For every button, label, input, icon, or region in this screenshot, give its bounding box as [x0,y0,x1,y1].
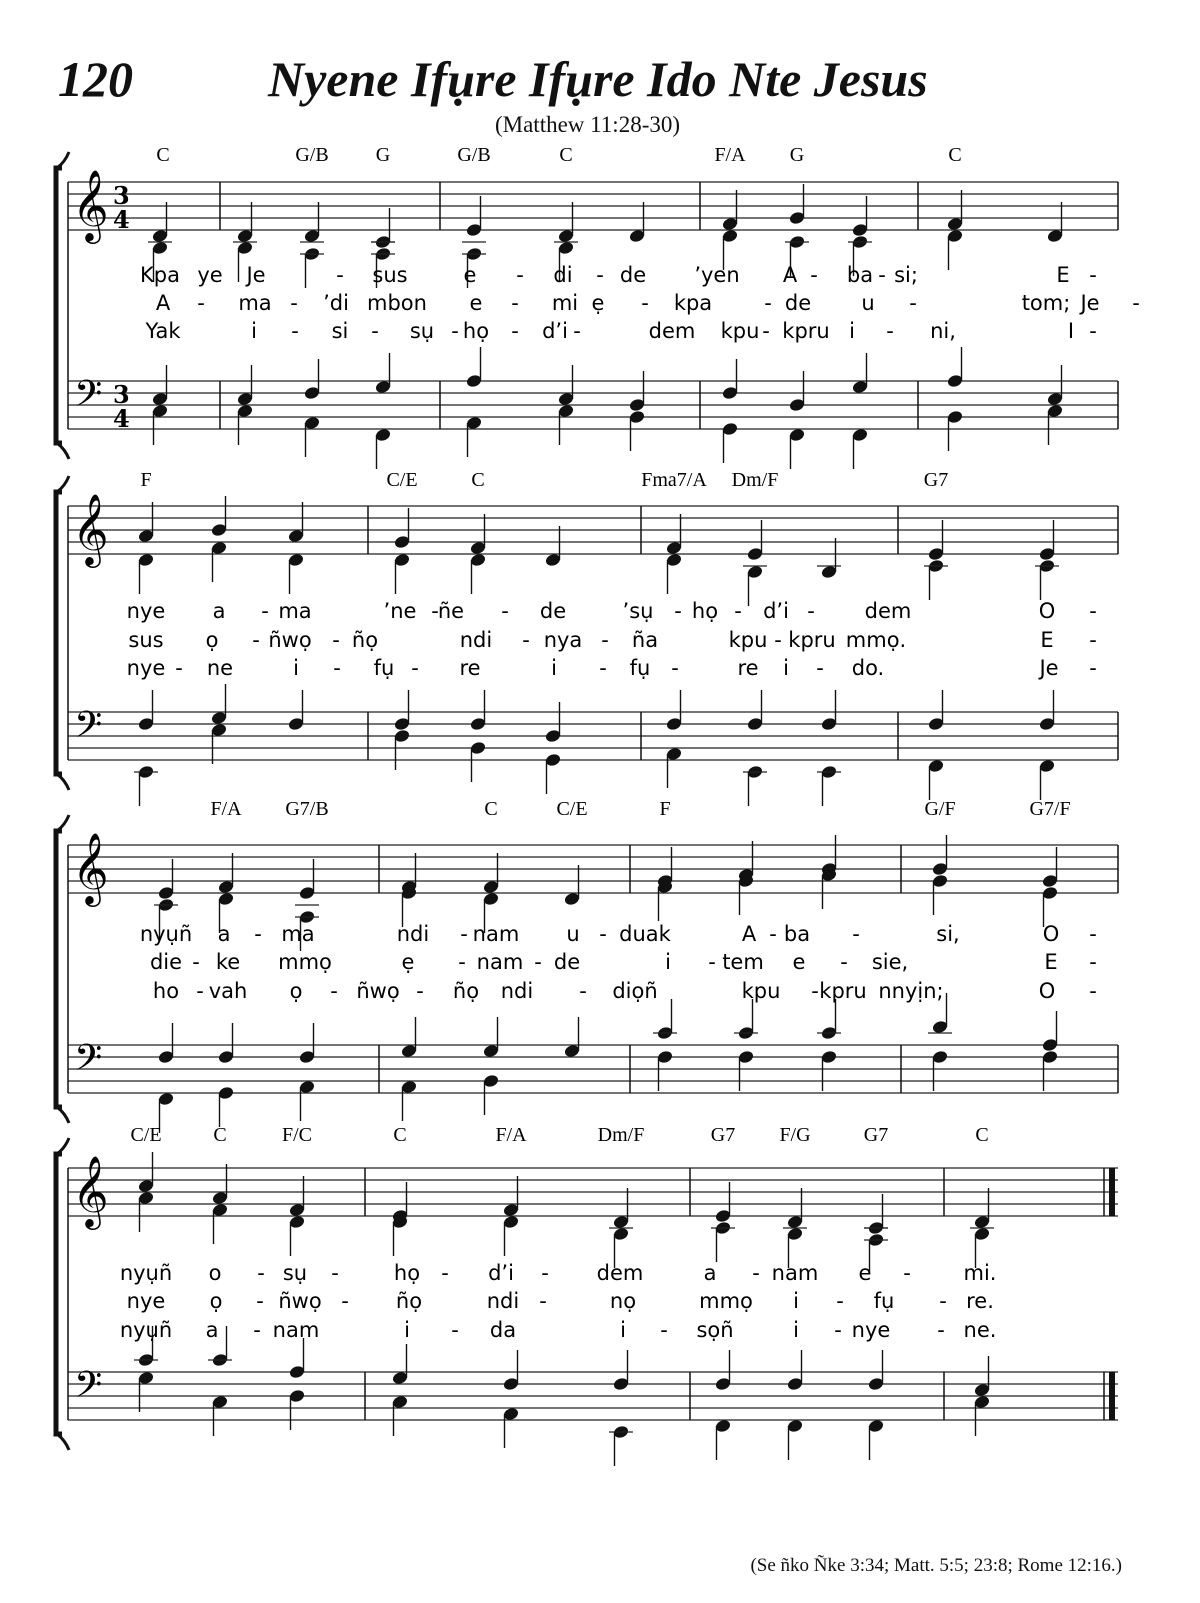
lyric-syllable: nam [771,1261,819,1285]
system-bracket [56,168,62,443]
lyric-syllable: i [793,1318,799,1342]
lyric-syllable: ñwọ [356,979,400,1003]
lyric-syllable: ọ [289,979,303,1003]
lyric-syllable: de [619,263,647,287]
bass-clef-icon: 𝄢 [74,1037,103,1088]
lyric-syllable: i [293,656,299,680]
lyric-syllable: ma [238,291,272,315]
lyric-syllable: - [253,1318,261,1342]
lyric-syllable: nyụñ [119,1261,173,1285]
lyric-syllable: kpu [741,979,781,1003]
lyric-syllable: - [708,950,716,974]
lyric-syllable: - [330,979,338,1003]
lyric-syllable: a [703,1261,717,1285]
lyric-syllable: re [459,656,481,680]
lyric-syllable: ñwọ [268,628,312,652]
bracket-hook [57,1138,69,1154]
lyric-syllable: kpu [720,319,760,343]
lyric-syllable: - [254,922,262,946]
lyric-syllable: duak [619,922,671,946]
lyric-syllable: - [641,291,649,315]
lyric-syllable: - [511,291,519,315]
lyric-syllable: ne [206,656,234,680]
lyric-syllable: - [451,319,459,343]
lyric-syllable: - [769,922,777,946]
lyric-syllable: - [599,656,607,680]
lyric-syllable: o [208,1261,222,1285]
lyric-syllable: i [665,950,671,974]
lyric-syllable: ñọ [452,979,480,1003]
chord-symbol: Dm/F [731,469,779,491]
lyric-syllable: fụ [629,656,651,680]
hymn-number: 120 [58,51,133,107]
lyric-syllable: - [261,599,269,623]
lyric-syllable: re [737,656,759,680]
lyric-syllable: d’i [763,599,789,623]
treble-clef-icon: 𝄞 [72,168,109,241]
lyric-syllable: - [762,319,770,343]
lyric-syllable: d’i [488,1261,514,1285]
lyric-syllable: - [674,599,682,623]
lyric-syllable: sus [128,628,164,652]
lyric-syllable: ’di [323,291,349,315]
treble-clef-icon: 𝄞 [72,1154,109,1227]
lyric-syllable: mmọ. [845,628,907,652]
lyric-syllable: a [212,599,226,623]
lyric-syllable: - [332,628,340,652]
bracket-hook [57,815,69,831]
lyric-syllable: do. [851,656,885,680]
lyric-syllable: ho [152,979,180,1003]
lyric-syllable: - [752,1261,760,1285]
system-bracket [56,492,62,774]
lyric-syllable: - [886,319,894,343]
chord-symbol: C [213,1124,227,1146]
lyric-syllable: ba [846,263,874,287]
lyric-syllable: Je [246,263,266,287]
lyric-syllable: mbon [367,291,427,315]
lyric-syllable: - [596,263,604,287]
lyric-syllable: ’ne [383,599,417,623]
treble-clef-icon: 𝄞 [72,492,109,565]
lyric-syllable: ’yen [694,263,740,287]
lyric-syllable: u [861,291,875,315]
lyric-syllable: - [1089,319,1097,343]
chord-symbol: F/A [714,144,746,166]
lyric-syllable: mi. [963,1261,997,1285]
lyric-syllable: - [774,628,782,652]
lyric-syllable: - [852,922,860,946]
lyric-syllable: - [834,1318,842,1342]
lyric-syllable: kpru [788,628,836,652]
lyric-syllable: nye [126,599,166,623]
lyric-syllable: nyụñ [139,922,193,946]
lyric-syllable: - [878,263,886,287]
scripture-reference: (Matthew 11:28-30) [494,112,681,137]
chord-symbol: F/A [495,1124,527,1146]
lyric-syllable: - [660,1318,668,1342]
lyric-syllable: - [1089,656,1097,680]
chord-symbol: F/G [779,1124,811,1146]
lyric-syllable: - [196,979,204,1003]
lyric-syllable: O [1038,599,1056,623]
lyric-syllable: - [516,263,524,287]
chord-symbol: F [140,469,152,491]
bass-clef-icon: 𝄢 [74,704,103,755]
lyric-syllable: E [1044,950,1058,974]
chord-symbol: F [659,798,671,820]
lyric-syllable: Yak [145,319,181,343]
lyric-syllable: sụ [282,1261,308,1285]
lyric-syllable: a [205,1318,219,1342]
lyric-syllable: - [460,922,468,946]
lyric-syllable: i [783,656,789,680]
lyric-syllable: nnyịn; [878,979,944,1003]
bracket-hook [57,1434,69,1450]
lyric-syllable: - [840,950,848,974]
lyric-syllable: - [175,656,183,680]
lyric-syllable: i [793,1289,799,1313]
lyric-syllable: họ [393,1261,421,1285]
system-3 [56,798,1118,1133]
lyric-syllable: e [463,263,477,287]
system-bracket [56,831,62,1107]
lyric-syllable: mi [551,291,579,315]
chord-symbol: G/F [924,798,956,820]
chord-symbol: G/B [295,144,329,166]
lyric-syllable: - [573,319,581,343]
lyric-syllable: - [441,1261,449,1285]
lyric-syllable: sụ [409,319,435,343]
lyric-syllable: - [511,319,519,343]
lyric-syllable: Kpa [140,263,180,287]
lyric-syllable: - [341,1289,349,1313]
chord-symbol: C [393,1124,407,1146]
chord-symbol: C [471,469,485,491]
lyric-syllable: nọ [609,1289,637,1313]
lyric-syllable: mmọ [699,1289,753,1313]
lyric-syllable: sọñ [696,1318,734,1342]
chord-symbol: Fma7/A [641,469,707,491]
cross-references-footnote: (Se ñko Ñke 3:34; Matt. 5:5; 23:8; Rome 12:16.) [750,1555,1122,1576]
lyric-syllable: - [336,263,344,287]
lyric-syllable: fụ [373,656,395,680]
lyric-syllable: - [937,1318,945,1342]
chord-symbol: C/E [386,469,418,491]
bracket-hook [57,443,69,459]
lyric-syllable: de [539,599,567,623]
hymn-title: Nyene Ifụre Ifụre Ido Nte Jesus [268,51,928,107]
lyric-syllable: Je [1080,291,1100,315]
lyric-syllable: E [1056,263,1070,287]
lyric-syllable: O [1042,922,1060,946]
system-2 [56,469,1118,806]
system-1 [56,144,1140,469]
lyric-syllable: I [1067,319,1075,343]
lyric-syllable: e [858,1261,872,1285]
bracket-hook [57,774,69,790]
chord-symbol: C [156,144,170,166]
lyric-syllable: A [782,263,798,287]
final-barline-thick [1109,1168,1115,1216]
lyric-syllable: - [192,950,200,974]
lyric-syllable: d’i [542,319,568,343]
lyric-syllable: sus [372,263,408,287]
lyric-syllable: - [811,979,819,1003]
lyric-syllable: - [601,628,609,652]
lyric-syllable: nyụñ [119,1318,173,1342]
lyric-syllable: da [489,1318,517,1342]
lyric-syllable: - [541,1261,549,1285]
lyric-syllable: E [1040,628,1054,652]
lyric-syllable: ẹ [591,291,605,315]
final-barline-thick [1109,1372,1115,1420]
lyric-syllable: - [1089,599,1097,623]
lyric-syllable: ke [215,950,241,974]
lyric-syllable: ña [631,628,659,652]
lyric-syllable: ye [197,263,223,287]
chord-symbol: G/B [457,144,491,166]
lyric-syllable: - [291,319,299,343]
bass-clef-icon: 𝄢 [74,373,103,424]
lyric-syllable: - [1089,263,1097,287]
lyric-syllable: fụ [873,1289,895,1313]
time-signature-bottom: 4 [113,205,130,234]
lyric-syllable: - [331,1261,339,1285]
bass-clef-icon: 𝄢 [74,1364,103,1415]
lyric-syllable: ñwọ [278,1289,322,1313]
lyric-syllable: re. [966,1289,994,1313]
lyric-syllable: - [1132,291,1140,315]
lyric-syllable: u [566,922,580,946]
lyric-syllable: - [290,291,298,315]
lyric-syllable: ọ [205,628,219,652]
lyric-syllable: họ [691,599,719,623]
lyric-syllable: i [551,656,557,680]
chord-symbol: G7/F [1029,798,1071,820]
bracket-hook [57,476,69,492]
bracket-hook [57,152,69,168]
lyric-syllable: tom; [1021,291,1071,315]
lyric-syllable: si, [936,922,960,946]
lyric-syllable: si [331,319,349,343]
chord-symbol: C/E [130,1124,162,1146]
lyric-syllable: nam [272,1318,320,1342]
bracket-hook [57,1107,69,1123]
lyric-syllable: - [909,291,917,315]
lyric-syllable: A [155,291,171,315]
lyric-syllable: kpa [673,291,713,315]
lyric-syllable: - [816,656,824,680]
lyric-syllable: - [501,599,509,623]
lyric-syllable: ma [281,922,315,946]
lyric-syllable: dem [648,319,696,343]
lyric-syllable: ndi [500,979,534,1003]
lyric-syllable: tem [722,950,764,974]
lyric-syllable: - [810,263,818,287]
lyric-syllable: - [252,628,260,652]
lyric-syllable: i [404,1318,410,1342]
time-signature-bottom: 4 [113,404,130,433]
lyric-syllable: de [553,950,581,974]
time-signature-top: 3 [113,181,130,210]
lyric-syllable: dem [864,599,912,623]
chord-symbol: G7 [710,1124,736,1146]
lyric-syllable: - [451,1318,459,1342]
chord-symbol: G [375,144,391,166]
lyric-syllable: mmọ [278,950,332,974]
lyric-syllable: họ [462,319,490,343]
lyric-syllable: ba [783,922,811,946]
lyric-syllable: - [411,656,419,680]
lyric-syllable: nye [126,656,166,680]
lyric-syllable: kpru [782,319,830,343]
chord-symbol: G7 [863,1124,889,1146]
chord-symbol: C/E [556,798,588,820]
lyric-syllable: vah [208,979,248,1003]
lyric-syllable: ñọ [395,1289,423,1313]
lyric-syllable: ne. [963,1318,997,1342]
lyric-syllable: ọ [209,1289,223,1313]
lyric-syllable: ndi [459,628,493,652]
lyric-syllable: ndi [486,1289,520,1313]
lyric-syllable: - [458,950,466,974]
lyric-syllable: nam [476,950,524,974]
lyric-syllable: - [939,1289,947,1313]
lyric-syllable: die [149,950,183,974]
lyric-syllable: ndi [396,922,430,946]
lyric-syllable: nam [472,922,520,946]
lyric-syllable: de [784,291,812,315]
lyric-syllable: ni, [930,319,956,343]
lyric-syllable: kpru [819,979,867,1003]
lyric-syllable: kpu [728,628,768,652]
lyric-syllable: - [599,922,607,946]
lyric-syllable: - [903,1261,911,1285]
lyric-syllable: - [671,656,679,680]
lyric-syllable: - [534,950,542,974]
system-bracket [56,1154,62,1434]
lyric-syllable: i [251,319,257,343]
lyric-syllable: si; [894,263,918,287]
lyric-syllable: - [416,979,424,1003]
lyric-syllable: O [1038,979,1056,1003]
lyric-syllable: - [431,599,439,623]
lyric-syllable: - [579,979,587,1003]
time-signature-top: 3 [113,380,130,409]
lyric-syllable: e [469,291,483,315]
lyric-syllable: diọñ [612,979,658,1003]
lyric-syllable: - [197,291,205,315]
lyric-syllable: Je [1039,656,1059,680]
lyric-syllable: - [1089,922,1097,946]
chord-symbol: F/C [281,1124,313,1146]
lyric-syllable: ñe [437,599,465,623]
lyric-syllable: - [257,1261,265,1285]
lyric-syllable: sie, [871,950,909,974]
chord-symbol: C [975,1124,989,1146]
lyric-syllable: ma [278,599,312,623]
lyric-syllable: i [849,319,855,343]
treble-clef-icon: 𝄞 [72,831,109,904]
lyric-syllable: - [807,599,815,623]
chord-symbol: C [948,144,962,166]
lyric-syllable: dem [596,1261,644,1285]
lyric-syllable: nye [851,1318,891,1342]
system-4 [56,1124,1118,1466]
chord-symbol: G [789,144,805,166]
chord-symbol: F/A [210,798,242,820]
lyric-syllable: nya [543,628,583,652]
lyric-syllable: di [553,263,573,287]
lyric-syllable: e [792,950,806,974]
lyric-syllable: - [522,628,530,652]
lyric-syllable: nye [126,1289,166,1313]
lyric-syllable: ñọ [351,628,379,652]
lyric-syllable: - [764,291,772,315]
lyric-syllable: a [217,922,231,946]
lyric-syllable: - [836,1289,844,1313]
lyric-syllable: - [256,1289,264,1313]
lyric-syllable: ’sụ [622,599,654,623]
lyric-syllable: - [539,1289,547,1313]
lyric-syllable: - [1089,979,1097,1003]
chord-symbol: G7 [923,469,949,491]
chord-symbol: C [484,798,498,820]
lyric-syllable: - [333,656,341,680]
lyric-syllable: - [1089,950,1097,974]
lyric-syllable: A [741,922,757,946]
chord-symbol: C [559,144,573,166]
lyric-syllable: i [620,1318,626,1342]
chord-symbol: G7/B [285,798,329,820]
lyric-syllable: - [734,599,742,623]
chord-symbol: Dm/F [597,1124,645,1146]
lyric-syllable: - [1089,628,1097,652]
lyric-syllable: - [371,319,379,343]
lyric-syllable: ẹ [401,950,415,974]
